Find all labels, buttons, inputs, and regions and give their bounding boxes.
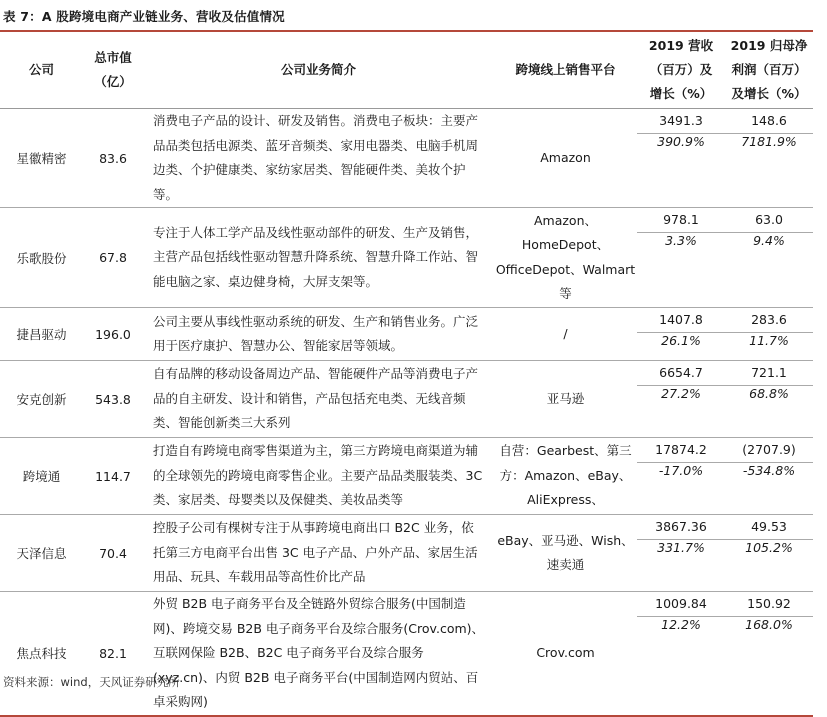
table-row — [0, 109, 813, 208]
business-description: 公司主要从事线性驱动系统的研发、生产和销售业务。广泛用于医疗康护、智慧办公、智能家居等领域。 — [143, 308, 494, 361]
header-net-profit-line2: 利润（百万） — [731, 62, 807, 77]
revenue-value: 1407.8 — [637, 308, 725, 333]
net-profit-growth: 7181.9% — [741, 134, 797, 149]
revenue-value: 17874.2 — [637, 438, 725, 463]
revenue-growth: 3.3% — [665, 233, 697, 248]
company-name: 天泽信息 — [0, 515, 83, 592]
sales-platform: 亚马逊 — [494, 361, 637, 438]
revenue-growth: 12.2% — [661, 617, 701, 632]
net-profit-value: 283.6 — [725, 308, 813, 333]
market-cap: 70.4 — [83, 515, 143, 592]
business-description: 专注于人体工学产品及线性驱动部件的研发、生产及销售，主营产品包括线性驱动智慧升降系统、智慧升降工作站、智能电脑之家、桌边健身椅，大屏支架等。 — [143, 208, 494, 308]
header-market-cap-line2: （亿） — [94, 74, 132, 89]
business-description: 自有品牌的移动设备周边产品、智能硬件产品等消费电子产品的自主研发、设计和销售，产品包括充电类、无线音频类、智能创新类三大系列 — [143, 361, 494, 438]
net-profit-value: 148.6 — [725, 109, 813, 134]
net-profit-growth: 9.4% — [753, 233, 785, 248]
net-profit-cell — [725, 208, 813, 308]
company-name: 星徽精密 — [0, 109, 83, 208]
sales-platform: Amazon、HomeDepot、OfficeDepot、Walmart 等 — [494, 208, 637, 308]
sales-platform: Amazon — [494, 109, 637, 208]
net-profit-value: (2707.9) — [725, 438, 813, 463]
sales-platform: Crov.com — [494, 592, 637, 716]
business-description: 打造自有跨境电商零售渠道为主，第三方跨境电商渠道为辅的全球领先的跨境电商零售企业。主要产品品类服装类、3C类、家居类、母婴类以及保健类、美妆品类等 — [143, 438, 494, 515]
revenue-value: 3491.3 — [637, 109, 725, 134]
business-description: 外贸 B2B 电子商务平台及全链路外贸综合服务(中国制造网)、跨境交易 B2B 电子商务平台及综合服务(Crov.com)、互联网保险 B2B、B2C 电子商务平台及综合服务(xyz.cn)、内贸 B2B 电子商务平台(中国制造网内贸站、百卓采购网) — [143, 592, 494, 716]
revenue-value: 1009.84 — [637, 592, 725, 617]
net-profit-value: 63.0 — [725, 208, 813, 233]
net-profit-growth: -534.8% — [742, 463, 796, 478]
revenue-value: 6654.7 — [637, 361, 725, 386]
revenue-growth: 331.7% — [657, 540, 705, 555]
sales-platform: 自营：Gearbest、第三方：Amazon、eBay、AliExpress、 — [494, 438, 637, 515]
net-profit-growth: 11.7% — [749, 333, 789, 348]
header-row — [0, 31, 813, 109]
header-revenue — [637, 31, 725, 109]
revenue-growth: 27.2% — [661, 386, 701, 401]
net-profit-cell — [725, 438, 813, 515]
header-revenue-line2: （百万）及 — [649, 62, 713, 77]
header-net-profit-line1: 2019 归母净 — [730, 38, 808, 53]
company-name: 安克创新 — [0, 361, 83, 438]
company-name: 焦点科技 — [0, 592, 83, 716]
table-caption: 表 7：A 股跨境电商产业链业务、营收及估值情况 — [3, 9, 285, 24]
net-profit-value: 49.53 — [725, 515, 813, 540]
market-cap: 543.8 — [83, 361, 143, 438]
header-description: 公司业务简介 — [143, 31, 494, 109]
business-description: 消费电子产品的设计、研发及销售。消费电子板块：主要产品品类包括电源类、蓝牙音频类、家用电器类、电脑手机周边类、个护健康类、家纺家居类、智能硬件类、美妆个护等。 — [143, 109, 494, 208]
market-cap: 196.0 — [83, 308, 143, 361]
company-name: 捷昌驱动 — [0, 308, 83, 361]
net-profit-growth: 68.8% — [749, 386, 789, 401]
revenue-value: 978.1 — [637, 208, 725, 233]
revenue-cell — [637, 208, 725, 308]
sales-platform: / — [494, 308, 637, 361]
header-market-cap-line1: 总市值 — [94, 50, 132, 65]
header-revenue-line3: 增长（%） — [649, 86, 713, 101]
revenue-cell — [637, 308, 725, 361]
table-row — [0, 438, 813, 515]
net-profit-cell — [725, 109, 813, 208]
net-profit-value: 150.92 — [725, 592, 813, 617]
revenue-cell — [637, 109, 725, 208]
source-note: 资料来源：wind，天风证券研究所 — [3, 675, 180, 689]
market-cap: 83.6 — [83, 109, 143, 208]
header-net-profit-line3: 及增长（%） — [731, 86, 807, 101]
revenue-cell — [637, 438, 725, 515]
net-profit-growth: 168.0% — [745, 617, 793, 632]
header-market-cap — [83, 31, 143, 109]
header-revenue-line1: 2019 营收 — [648, 38, 714, 53]
net-profit-value: 721.1 — [725, 361, 813, 386]
revenue-growth: 390.9% — [657, 134, 705, 149]
revenue-cell — [637, 515, 725, 592]
market-cap: 67.8 — [83, 208, 143, 308]
table-row — [0, 592, 813, 716]
table-row — [0, 361, 813, 438]
revenue-growth: 26.1% — [661, 333, 701, 348]
revenue-cell — [637, 361, 725, 438]
industry-chain-table — [0, 30, 813, 717]
header-platform: 跨境线上销售平台 — [494, 31, 637, 109]
net-profit-cell — [725, 361, 813, 438]
sales-platform: eBay、亚马逊、Wish、速卖通 — [494, 515, 637, 592]
net-profit-cell — [725, 515, 813, 592]
net-profit-growth: 105.2% — [745, 540, 793, 555]
header-company: 公司 — [0, 31, 83, 109]
company-name: 跨境通 — [0, 438, 83, 515]
table-row — [0, 308, 813, 361]
table-row — [0, 208, 813, 308]
header-net-profit — [725, 31, 813, 109]
company-name: 乐歌股份 — [0, 208, 83, 308]
net-profit-cell — [725, 592, 813, 716]
net-profit-cell — [725, 308, 813, 361]
revenue-value: 3867.36 — [637, 515, 725, 540]
market-cap: 82.1 — [83, 592, 143, 716]
market-cap: 114.7 — [83, 438, 143, 515]
business-description: 控股子公司有棵树专注于从事跨境电商出口 B2C 业务，依托第三方电商平台出售 3C 电子产品、户外产品、家居生活用品、玩具、车载用品等高性价比产品 — [143, 515, 494, 592]
revenue-cell — [637, 592, 725, 716]
revenue-growth: -17.0% — [658, 463, 704, 478]
table-row — [0, 515, 813, 592]
